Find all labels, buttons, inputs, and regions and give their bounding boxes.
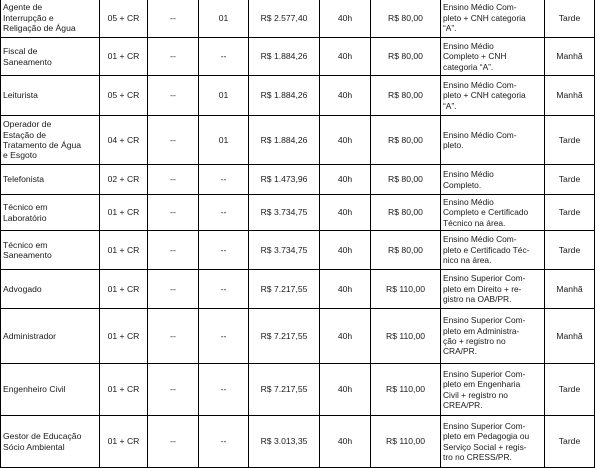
exam-period-cell — [545, 38, 595, 76]
requirements-cell — [441, 165, 545, 195]
salary-text: R$ 1.884,26 — [260, 90, 308, 101]
quota-vacancies-cell — [199, 309, 249, 364]
salary-text: R$ 2.577,40 — [260, 12, 308, 23]
position-name-line: Interrupção e — [3, 12, 54, 23]
salary-cell — [249, 165, 320, 195]
exam-period-cell — [545, 165, 595, 195]
registration-fee-cell — [371, 38, 441, 76]
requirements-cell — [441, 231, 545, 270]
registration-fee-text: R$ 80,00 — [388, 174, 423, 185]
position-name-cell — [1, 116, 100, 165]
requirements-cell — [441, 416, 545, 468]
position-name-line: Engenheiro Civil — [3, 384, 66, 395]
position-name-line: Saneamento — [3, 56, 52, 67]
salary-text: R$ 1.884,26 — [260, 134, 308, 145]
pcd-vacancies-cell — [148, 270, 199, 309]
position-name-line: Sócio Ambiental — [3, 441, 65, 452]
vacancies-cell — [100, 231, 148, 270]
quota-vacancies-text: -- — [220, 207, 227, 218]
table-row — [1, 364, 595, 416]
quota-vacancies-cell — [199, 0, 249, 38]
positions-table-body — [1, 0, 595, 468]
pcd-vacancies-cell — [148, 231, 199, 270]
vacancies-cell — [100, 116, 148, 165]
exam-period-text: Manhã — [556, 283, 583, 294]
vacancies-cell — [100, 76, 148, 116]
quota-vacancies-text: 01 — [218, 134, 229, 145]
salary-cell — [249, 38, 320, 76]
requirements-line: pleto em Pedagogia ou — [443, 431, 530, 442]
quota-vacancies-cell — [199, 165, 249, 195]
exam-period-cell — [545, 0, 595, 38]
quota-vacancies-text: -- — [220, 283, 227, 294]
vacancies-text: 04 + CR — [107, 134, 140, 145]
requirements-line: Completo. — [443, 179, 482, 190]
salary-text: R$ 3.734,75 — [260, 207, 308, 218]
position-name-line: Técnico em — [3, 202, 48, 213]
position-name-line: Leiturista — [3, 90, 38, 101]
exam-period-text: Tarde — [558, 207, 581, 218]
workload-text: 40h — [337, 207, 353, 218]
requirements-line: “A”. — [443, 23, 457, 34]
quota-vacancies-text: 01 — [218, 90, 229, 101]
workload-text: 40h — [337, 90, 353, 101]
pcd-vacancies-text: -- — [170, 436, 176, 447]
vacancies-text: 01 + CR — [107, 51, 140, 62]
registration-fee-cell — [371, 76, 441, 116]
pcd-vacancies-cell — [148, 416, 199, 468]
quota-vacancies-text: -- — [220, 436, 227, 447]
table-row — [1, 116, 595, 165]
workload-text: 40h — [337, 283, 353, 294]
quota-vacancies-cell — [199, 116, 249, 165]
salary-cell — [249, 195, 320, 231]
exam-period-text: Manhã — [556, 51, 583, 62]
vacancies-text: 01 + CR — [107, 244, 140, 255]
requirements-line: CREA/PR. — [443, 399, 483, 410]
table-row — [1, 309, 595, 364]
requirements-line: pleto em Engenharia — [443, 379, 521, 390]
workload-cell — [320, 165, 371, 195]
table-row — [1, 38, 595, 76]
workload-cell — [320, 0, 371, 38]
quota-vacancies-cell — [199, 38, 249, 76]
requirements-line: Técnico na área. — [443, 217, 506, 228]
workload-text: 40h — [337, 436, 353, 447]
exam-period-cell — [545, 270, 595, 309]
pcd-vacancies-text: -- — [170, 207, 176, 218]
position-name-cell — [1, 195, 100, 231]
workload-cell — [320, 364, 371, 416]
table-row — [1, 0, 595, 38]
position-name-line: Saneamento — [3, 250, 52, 260]
quota-vacancies-text: -- — [220, 174, 227, 185]
position-name-cell — [1, 231, 100, 270]
salary-text: R$ 1.884,26 — [260, 51, 308, 62]
registration-fee-text: R$ 80,00 — [388, 12, 423, 23]
salary-cell — [249, 0, 320, 38]
workload-cell — [320, 309, 371, 364]
registration-fee-text: R$ 110,00 — [385, 283, 426, 294]
requirements-line: Ensino Superior Com- — [443, 368, 526, 379]
registration-fee-text: R$ 80,00 — [388, 207, 423, 218]
exam-period-cell — [545, 231, 595, 270]
exam-period-cell — [545, 116, 595, 165]
vacancies-cell — [100, 165, 148, 195]
salary-text: R$ 1.473,96 — [260, 174, 308, 185]
pcd-vacancies-cell — [148, 76, 199, 116]
pcd-vacancies-text: -- — [170, 51, 176, 62]
pcd-vacancies-cell — [148, 0, 199, 38]
requirements-line: Ensino Médio Com- — [443, 129, 517, 140]
workload-cell — [320, 38, 371, 76]
vacancies-text: 05 + CR — [107, 90, 140, 101]
exam-period-cell — [545, 364, 595, 416]
requirements-cell — [441, 364, 545, 416]
pcd-vacancies-text: -- — [170, 384, 176, 395]
vacancies-text: 01 + CR — [107, 436, 140, 447]
registration-fee-text: R$ 110,00 — [385, 384, 426, 395]
vacancies-text: 01 + CR — [107, 207, 140, 218]
exam-period-text: Tarde — [558, 244, 581, 255]
registration-fee-cell — [371, 116, 441, 165]
position-name-cell — [1, 416, 100, 468]
workload-text: 40h — [337, 244, 353, 255]
quota-vacancies-cell — [199, 195, 249, 231]
registration-fee-cell — [371, 270, 441, 309]
position-name-line: Religação de Água — [3, 23, 76, 34]
position-name-line: Estação de — [3, 129, 46, 140]
vacancies-cell — [100, 0, 148, 38]
salary-cell — [249, 116, 320, 165]
requirements-line: “A”. — [443, 100, 457, 111]
table-row — [1, 270, 595, 309]
requirements-cell — [441, 0, 545, 38]
registration-fee-text: R$ 110,00 — [385, 330, 426, 341]
requirements-line: Ensino Superior Com- — [443, 420, 526, 431]
registration-fee-cell — [371, 0, 441, 38]
pcd-vacancies-cell — [148, 364, 199, 416]
requirements-line: Ensino Médio — [443, 40, 494, 51]
requirements-cell — [441, 195, 545, 231]
position-name-line: Agente de — [3, 2, 43, 13]
workload-cell — [320, 116, 371, 165]
requirements-line: nico na área. — [443, 255, 492, 266]
requirements-line: Ensino Médio Com- — [443, 234, 517, 245]
position-name-line: Fiscal de — [3, 46, 38, 57]
exam-period-cell — [545, 309, 595, 364]
pcd-vacancies-cell — [148, 116, 199, 165]
requirements-line: Ensino Médio — [443, 169, 494, 180]
quota-vacancies-cell — [199, 231, 249, 270]
pcd-vacancies-text: -- — [170, 134, 176, 145]
registration-fee-text: R$ 80,00 — [388, 244, 423, 255]
exam-period-cell — [545, 195, 595, 231]
exam-period-cell — [545, 416, 595, 468]
position-name-line: Advogado — [3, 283, 42, 294]
vacancies-cell — [100, 416, 148, 468]
requirements-line: Completo + CNH — [443, 51, 507, 62]
vacancies-text: 01 + CR — [107, 330, 140, 341]
registration-fee-text: R$ 80,00 — [388, 51, 423, 62]
requirements-line: pleto + CNH categoria — [443, 90, 526, 101]
exam-period-text: Tarde — [558, 134, 581, 145]
pcd-vacancies-cell — [148, 309, 199, 364]
salary-cell — [249, 309, 320, 364]
requirements-line: Ensino Superior Com- — [443, 273, 526, 284]
table-row — [1, 165, 595, 195]
position-name-line: Telefonista — [3, 174, 45, 185]
vacancies-text: 01 + CR — [107, 384, 140, 395]
quota-vacancies-text: -- — [220, 330, 227, 341]
requirements-line: pleto e Certificado Téc- — [443, 244, 530, 255]
requirements-cell — [441, 270, 545, 309]
position-name-cell — [1, 165, 100, 195]
requirements-cell — [441, 38, 545, 76]
table-row — [1, 416, 595, 468]
requirements-line: pleto. — [443, 140, 464, 150]
requirements-line: Ensino Superior Com- — [443, 315, 526, 326]
requirements-line: Ensino Médio — [443, 196, 494, 207]
requirements-line: Ensino Médio Com- — [443, 79, 517, 90]
salary-text: R$ 3.013,35 — [260, 436, 308, 447]
vacancies-cell — [100, 309, 148, 364]
salary-text: R$ 7.217,55 — [260, 330, 308, 341]
quota-vacancies-cell — [199, 364, 249, 416]
registration-fee-cell — [371, 231, 441, 270]
requirements-line: Civil + registro no — [443, 389, 508, 400]
pcd-vacancies-text: -- — [170, 283, 176, 294]
position-name-cell — [1, 38, 100, 76]
quota-vacancies-text: -- — [220, 244, 227, 255]
exam-period-text: Tarde — [558, 384, 581, 395]
vacancies-cell — [100, 364, 148, 416]
registration-fee-text: R$ 80,00 — [388, 90, 423, 101]
position-name-cell — [1, 0, 100, 38]
table-row — [1, 76, 595, 116]
exam-period-text: Tarde — [558, 12, 581, 23]
workload-text: 40h — [337, 330, 353, 341]
salary-cell — [249, 364, 320, 416]
position-name-line: e Esgoto — [3, 150, 37, 161]
quota-vacancies-text: -- — [220, 384, 227, 395]
table-row — [1, 231, 595, 270]
requirements-line: categoria “A”. — [443, 61, 494, 72]
workload-cell — [320, 270, 371, 309]
registration-fee-text: R$ 80,00 — [388, 134, 423, 145]
requirements-line: tro no CRESS/PR. — [443, 451, 512, 462]
requirements-cell — [441, 309, 545, 364]
table-row — [1, 195, 595, 231]
position-name-cell — [1, 270, 100, 309]
requirements-line: CRA/PR. — [443, 346, 477, 357]
quota-vacancies-text: -- — [220, 51, 227, 62]
requirements-line: Ensino Médio Com- — [443, 2, 517, 13]
workload-cell — [320, 195, 371, 231]
position-name-line: Operador de — [3, 119, 52, 130]
quota-vacancies-cell — [199, 270, 249, 309]
pcd-vacancies-text: -- — [170, 244, 176, 255]
pcd-vacancies-cell — [148, 38, 199, 76]
exam-period-text: Tarde — [558, 174, 581, 185]
registration-fee-cell — [371, 416, 441, 468]
exam-period-cell — [545, 76, 595, 116]
requirements-line: ção + registro no — [443, 336, 506, 346]
pcd-vacancies-text: -- — [170, 174, 176, 185]
exam-period-text: Manhã — [556, 330, 583, 341]
pcd-vacancies-text: -- — [170, 12, 176, 23]
position-name-line: Técnico em — [3, 239, 48, 250]
position-name-line: Laboratório — [3, 212, 47, 223]
exam-period-text: Manhã — [556, 90, 583, 101]
pcd-vacancies-text: -- — [170, 330, 176, 341]
workload-cell — [320, 76, 371, 116]
registration-fee-cell — [371, 364, 441, 416]
vacancies-text: 01 + CR — [107, 283, 140, 294]
workload-text: 40h — [337, 12, 353, 23]
vacancies-cell — [100, 270, 148, 309]
salary-cell — [249, 416, 320, 468]
vacancies-text: 02 + CR — [107, 174, 140, 185]
quota-vacancies-cell — [199, 76, 249, 116]
requirements-line: gistro na OAB/PR. — [443, 294, 512, 305]
registration-fee-cell — [371, 309, 441, 364]
exam-period-text: Tarde — [558, 436, 581, 447]
position-name-line: Administrador — [3, 330, 57, 341]
position-name-cell — [1, 309, 100, 364]
position-name-line: Tratamento de Água — [3, 140, 82, 150]
requirements-line: pleto em Administra- — [443, 325, 520, 336]
salary-text: R$ 3.734,75 — [260, 244, 308, 255]
vacancies-cell — [100, 38, 148, 76]
salary-text: R$ 7.217,55 — [260, 384, 308, 395]
position-name-cell — [1, 364, 100, 416]
pcd-vacancies-text: -- — [170, 90, 176, 101]
salary-cell — [249, 76, 320, 116]
registration-fee-cell — [371, 165, 441, 195]
registration-fee-text: R$ 110,00 — [385, 436, 426, 447]
requirements-line: pleto + CNH categoria — [443, 12, 526, 23]
salary-text: R$ 7.217,55 — [260, 283, 308, 294]
requirements-cell — [441, 116, 545, 165]
workload-text: 40h — [337, 51, 353, 62]
workload-cell — [320, 416, 371, 468]
position-name-cell — [1, 76, 100, 116]
workload-text: 40h — [337, 134, 353, 145]
requirements-line: Serviço Social + regis- — [443, 441, 527, 452]
pcd-vacancies-cell — [148, 165, 199, 195]
salary-cell — [249, 231, 320, 270]
vacancies-text: 05 + CR — [107, 12, 140, 23]
requirements-cell — [441, 76, 545, 116]
pcd-vacancies-cell — [148, 195, 199, 231]
quota-vacancies-cell — [199, 416, 249, 468]
workload-cell — [320, 231, 371, 270]
registration-fee-cell — [371, 195, 441, 231]
salary-cell — [249, 270, 320, 309]
requirements-line: pleto em Direito + re- — [443, 283, 522, 294]
requirements-line: Completo e Certificado — [443, 207, 529, 218]
position-name-line: Gestor de Educação — [3, 431, 82, 442]
workload-text: 40h — [337, 174, 353, 185]
quota-vacancies-text: 01 — [218, 12, 229, 23]
workload-text: 40h — [337, 384, 353, 395]
vacancies-cell — [100, 195, 148, 231]
